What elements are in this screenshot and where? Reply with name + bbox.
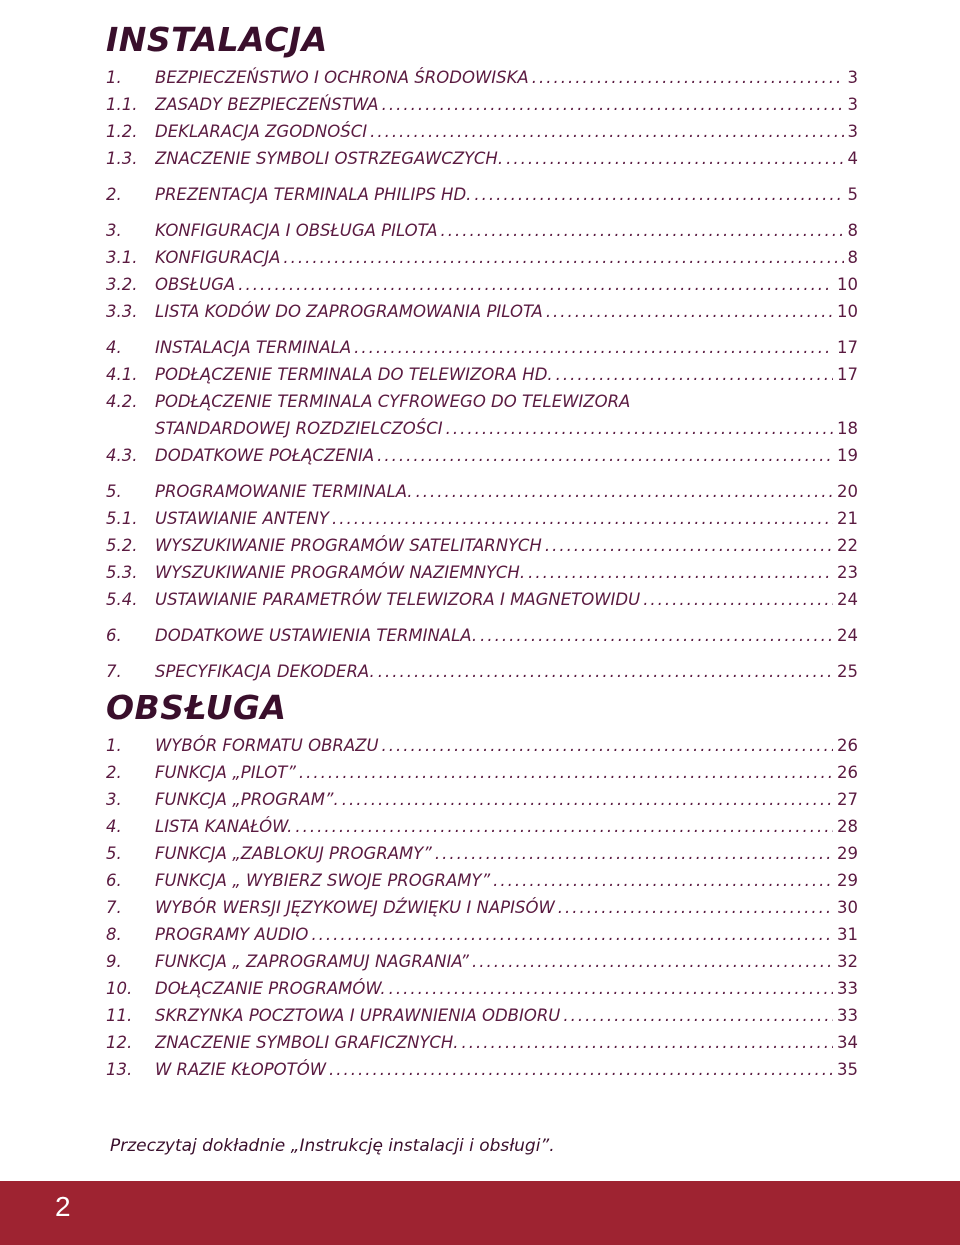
toc-entry[interactable] — [106, 64, 858, 91]
toc-entry-title: KONFIGURACJA — [155, 248, 281, 267]
toc-entry-title: WYSZUKIWANIE PROGRAMÓW SATELITARNYCH — [155, 536, 542, 555]
toc-entry-number: 3.2. — [106, 275, 138, 294]
toc-entry-page: 21 — [837, 509, 858, 528]
toc-entry-page: 8 — [847, 248, 858, 267]
dot-leader — [563, 1002, 833, 1029]
toc-entry-number: 1.2. — [106, 122, 138, 141]
dot-leader — [382, 732, 833, 759]
toc-entry-number: 3.3. — [106, 302, 138, 321]
dot-leader — [558, 894, 833, 921]
toc-entry-page: 3 — [847, 95, 858, 114]
dot-leader — [295, 813, 833, 840]
toc-entry-title: PODŁĄCZENIE TERMINALA CYFROWEGO DO TELEWIZORA — [155, 392, 631, 411]
toc-entry-number: 5. — [106, 844, 122, 863]
toc-entry[interactable] — [106, 91, 858, 118]
toc-entry-continuation[interactable] — [106, 415, 858, 442]
dot-leader — [480, 622, 833, 649]
dot-leader — [311, 921, 833, 948]
toc-entry[interactable] — [106, 1002, 858, 1029]
toc-entry-page: 23 — [837, 563, 858, 582]
toc-entry-number: 1.1. — [106, 95, 138, 114]
toc-entry-page: 34 — [837, 1033, 858, 1052]
toc-entry[interactable] — [106, 948, 858, 975]
dot-leader — [238, 271, 833, 298]
toc-entry[interactable] — [106, 442, 858, 469]
toc-entry-number: 11. — [106, 1006, 133, 1025]
toc-entry[interactable] — [106, 217, 858, 244]
toc-entry-title: FUNKCJA „ WYBIERZ SWOJE PROGRAMY” — [155, 871, 491, 890]
toc-entry-number: 5. — [106, 482, 122, 501]
toc-entry-page: 33 — [837, 1006, 858, 1025]
dot-leader — [441, 217, 844, 244]
dot-leader — [462, 1029, 834, 1056]
toc-entry-number: 5.3. — [106, 563, 138, 582]
toc-entry-title: USTAWIANIE ANTENY — [155, 509, 330, 528]
dot-leader — [446, 415, 833, 442]
toc-entry-title: WYBÓR FORMATU OBRAZU — [155, 736, 379, 755]
toc-entry-number: 1. — [106, 68, 122, 87]
dot-leader — [329, 1056, 833, 1083]
toc-entry-page: 27 — [837, 790, 858, 809]
toc-entry-number: 5.1. — [106, 509, 138, 528]
toc-entry-number: 1.3. — [106, 149, 138, 168]
section-title-obsluga: OBSŁUGA — [106, 688, 287, 727]
toc-entry-number: 3.1. — [106, 248, 138, 267]
dot-leader — [556, 361, 833, 388]
toc-entry-page: 29 — [837, 871, 858, 890]
dot-leader — [545, 532, 833, 559]
toc-entry-title: KONFIGURACJA I OBSŁUGA PILOTA — [155, 221, 438, 240]
toc-entry[interactable] — [106, 813, 858, 840]
dot-leader — [354, 334, 833, 361]
toc-entry[interactable] — [106, 975, 858, 1002]
toc-entry-page: 17 — [837, 338, 858, 357]
toc-entry-title: DEKLARACJA ZGODNOŚCI — [155, 122, 368, 141]
toc-entry-page: 3 — [847, 122, 858, 141]
toc-entry-page: 3 — [847, 68, 858, 87]
toc-entry[interactable] — [106, 1029, 858, 1056]
toc-entry-multiline[interactable] — [106, 388, 858, 415]
toc-entry[interactable] — [106, 867, 858, 894]
toc-entry[interactable] — [106, 181, 858, 208]
toc-entry-title: FUNKCJA „PROGRAM”. — [155, 790, 339, 809]
toc-entry-title: INSTALACJA TERMINALA — [155, 338, 352, 357]
toc-entry-page: 32 — [837, 952, 858, 971]
toc-entry-title: LISTA KANAŁÓW. — [155, 817, 293, 836]
toc-entry-title: PREZENTACJA TERMINALA PHILIPS HD. — [155, 185, 472, 204]
toc-entry-number: 4.3. — [106, 446, 138, 465]
toc-entry-number: 7. — [106, 898, 122, 917]
dot-leader — [416, 478, 833, 505]
toc-entry[interactable] — [106, 361, 858, 388]
toc-entry-page: 29 — [837, 844, 858, 863]
toc-entry-title: SPECYFIKACJA DEKODERA. — [155, 662, 375, 681]
toc-entry-number: 10. — [106, 979, 133, 998]
dot-leader — [283, 244, 843, 271]
toc-entry[interactable] — [106, 732, 858, 759]
toc-entry[interactable] — [106, 271, 858, 298]
toc-entry-title: DODATKOWE USTAWIENIA TERMINALA. — [155, 626, 478, 645]
dot-leader — [378, 658, 833, 685]
toc-entry-title: WYSZUKIWANIE PROGRAMÓW NAZIEMNYCH. — [155, 563, 526, 582]
toc-entry[interactable] — [106, 118, 858, 145]
toc-entry-page: 28 — [837, 817, 858, 836]
dot-leader — [506, 145, 843, 172]
toc-entry-number: 8. — [106, 925, 122, 944]
toc-entry-number: 13. — [106, 1060, 133, 1079]
toc-entry-title: PODŁĄCZENIE TERMINALA DO TELEWIZORA HD. — [155, 365, 553, 384]
toc-entry-page: 5 — [847, 185, 858, 204]
dot-leader — [389, 975, 833, 1002]
toc-entry-title: ZNACZENIE SYMBOLI GRAFICZNYCH. — [155, 1033, 459, 1052]
toc-entry-number: 3. — [106, 790, 122, 809]
toc-entry[interactable] — [106, 145, 858, 172]
toc-entry-page: 31 — [837, 925, 858, 944]
toc-entry-title-continued: STANDARDOWEJ ROZDZIELCZOŚCI — [155, 419, 443, 438]
toc-entry-number: 4. — [106, 817, 122, 836]
toc-entry[interactable] — [106, 334, 858, 361]
toc-entry-number: 4.1. — [106, 365, 138, 384]
toc-entry[interactable] — [106, 244, 858, 271]
toc-entry-number: 9. — [106, 952, 122, 971]
toc-entry[interactable] — [106, 840, 858, 867]
toc-entry-title: BEZPIECZEŃSTWO I OCHRONA ŚRODOWISKA — [155, 68, 529, 87]
toc-entry-page: 33 — [837, 979, 858, 998]
toc-entry[interactable] — [106, 586, 858, 613]
dot-leader — [370, 118, 843, 145]
toc-entry-page: 4 — [847, 149, 858, 168]
toc-entry[interactable] — [106, 532, 858, 559]
dot-leader — [532, 64, 844, 91]
toc-entry-number: 2. — [106, 185, 122, 204]
dot-leader — [382, 91, 844, 118]
toc-entry-page: 17 — [837, 365, 858, 384]
toc-entry-page: 8 — [847, 221, 858, 240]
dot-leader — [332, 505, 833, 532]
dot-leader — [435, 840, 833, 867]
toc-entry-page: 19 — [837, 446, 858, 465]
toc-entry-number: 7. — [106, 662, 122, 681]
toc-entry-title: PROGRAMY AUDIO — [155, 925, 309, 944]
toc-entry-number: 1. — [106, 736, 122, 755]
dot-leader — [528, 559, 833, 586]
toc-entry[interactable] — [106, 505, 858, 532]
toc-entry-title: WYBÓR WERSJI JĘZYKOWEJ DŹWIĘKU I NAPISÓW — [155, 898, 555, 917]
toc-entry-page: 24 — [837, 626, 858, 645]
dot-leader — [546, 298, 833, 325]
toc-entry-page: 22 — [837, 536, 858, 555]
toc-entry[interactable] — [106, 298, 858, 325]
toc-entry-page: 24 — [837, 590, 858, 609]
toc-entry-number: 3. — [106, 221, 122, 240]
toc-entry-number: 2. — [106, 763, 122, 782]
toc-entry[interactable] — [106, 622, 858, 649]
toc-entry-number: 4. — [106, 338, 122, 357]
toc-entry[interactable] — [106, 786, 858, 813]
toc-entry-number: 5.2. — [106, 536, 138, 555]
toc-entry-page: 25 — [837, 662, 858, 681]
toc-entry-title: FUNKCJA „ ZAPROGRAMUJ NAGRANIA” — [155, 952, 469, 971]
toc-entry[interactable] — [106, 658, 858, 685]
toc-entry[interactable] — [106, 1056, 858, 1083]
toc-entry[interactable] — [106, 921, 858, 948]
toc-entry-page: 35 — [837, 1060, 858, 1079]
toc-entry-title: USTAWIANIE PARAMETRÓW TELEWIZORA I MAGNETOWIDU — [155, 590, 641, 609]
toc-entry-number: 5.4. — [106, 590, 138, 609]
toc-entry-page: 20 — [837, 482, 858, 501]
toc-entry-title: W RAZIE KŁOPOTÓW — [155, 1060, 327, 1079]
section-title-instalacja: INSTALACJA — [106, 20, 328, 59]
toc-entry-title: FUNKCJA „PILOT” — [155, 763, 296, 782]
dot-leader — [474, 181, 843, 208]
toc-entry-title: LISTA KODÓW DO ZAPROGRAMOWANIA PILOTA — [155, 302, 543, 321]
toc-entry-title: SKRZYNKA POCZTOWA I UPRAWNIENIA ODBIORU — [155, 1006, 561, 1025]
toc-instalacja — [106, 64, 858, 685]
toc-entry-page: 26 — [837, 763, 858, 782]
toc-entry-page: 10 — [837, 302, 858, 321]
dot-leader — [299, 759, 833, 786]
toc-entry-title: FUNKCJA „ZABLOKUJ PROGRAMY” — [155, 844, 432, 863]
dot-leader — [493, 867, 833, 894]
dot-leader — [377, 442, 833, 469]
toc-entry-title: ZASADY BEZPIECZEŃSTWA — [155, 95, 379, 114]
toc-entry[interactable] — [106, 478, 858, 505]
toc-entry-title: PROGRAMOWANIE TERMINALA. — [155, 482, 413, 501]
toc-entry-title: ZNACZENIE SYMBOLI OSTRZEGAWCZYCH. — [155, 149, 504, 168]
toc-entry-page: 18 — [837, 419, 858, 438]
toc-entry-number: 6. — [106, 626, 122, 645]
toc-entry-number: 4.2. — [106, 392, 138, 411]
toc-entry-page: 10 — [837, 275, 858, 294]
dot-leader — [643, 586, 833, 613]
toc-entry-number: 12. — [106, 1033, 133, 1052]
toc-entry[interactable] — [106, 559, 858, 586]
instruction-note: Przeczytaj dokładnie „Instrukcję instalacji i obsługi”. — [110, 1136, 555, 1156]
toc-entry-title: DODATKOWE POŁĄCZENIA — [155, 446, 375, 465]
page-number: 2 — [55, 1191, 71, 1222]
dot-leader — [472, 948, 833, 975]
toc-entry-title: DOŁĄCZANIE PROGRAMÓW. — [155, 979, 386, 998]
toc-entry-number: 6. — [106, 871, 122, 890]
toc-entry[interactable] — [106, 759, 858, 786]
dot-leader — [342, 786, 833, 813]
toc-entry-page: 26 — [837, 736, 858, 755]
toc-obsluga — [106, 732, 858, 1083]
footer-bar — [0, 1181, 960, 1245]
toc-entry[interactable] — [106, 894, 858, 921]
toc-entry-title: OBSŁUGA — [155, 275, 236, 294]
toc-entry-page: 30 — [837, 898, 858, 917]
